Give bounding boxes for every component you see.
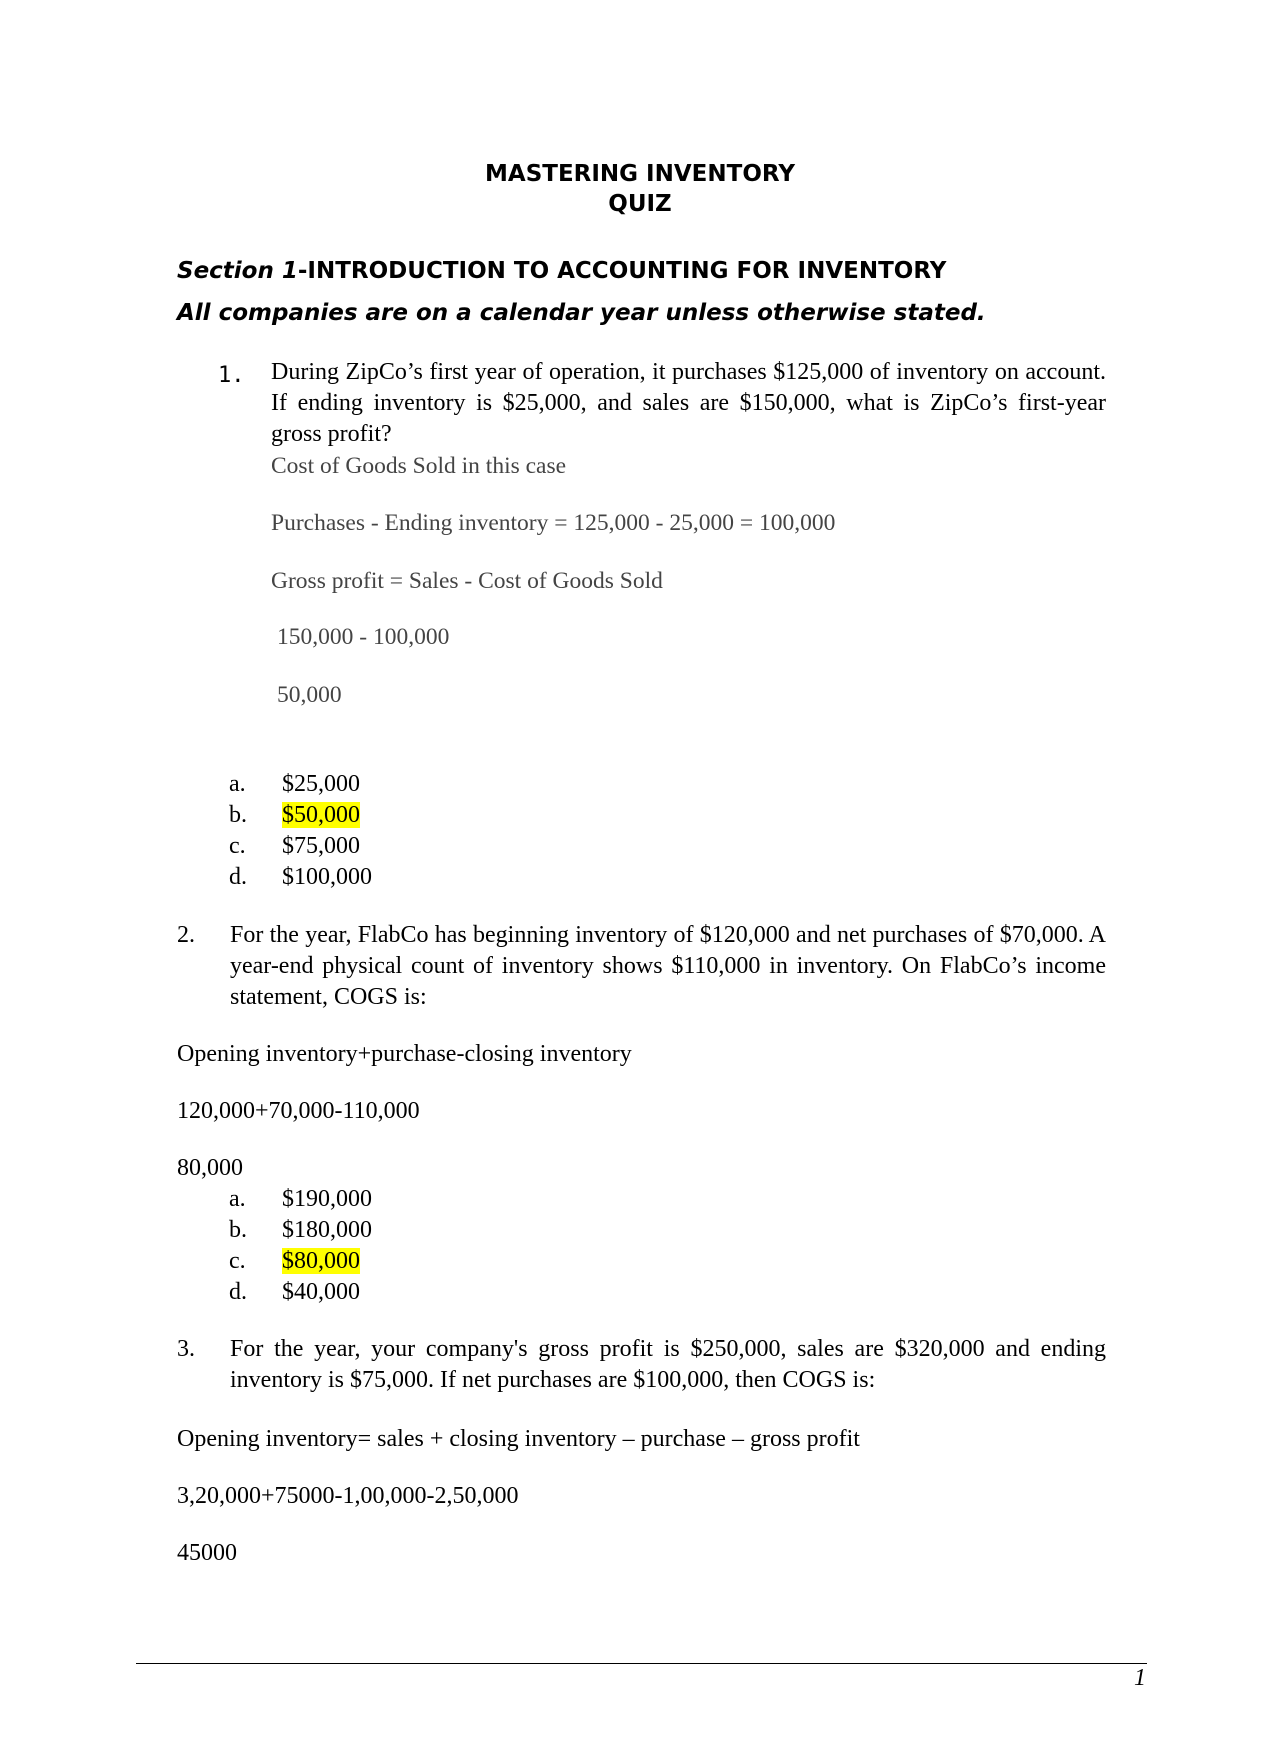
- q3-text: For the year, your company's gross profit is $250,000, sales are $320,000 and ending inventory is $75,000. If net purchases are $100,000, then COGS is:: [230, 1336, 1106, 1393]
- doc-title-line1: MASTERING INVENTORY: [485, 161, 795, 187]
- q2-number: 2.: [177, 922, 195, 948]
- q1-work-line: 150,000 - 100,000: [277, 624, 450, 650]
- q1-work-line: Purchases - Ending inventory = 125,000 - 25,000 = 100,000: [271, 510, 836, 536]
- q2-work-line: 120,000+70,000-110,000: [177, 1098, 420, 1124]
- section-note: All companies are on a calendar year unless otherwise stated.: [177, 300, 986, 326]
- q1-work-line: Cost of Goods Sold in this case: [271, 453, 567, 479]
- q2-option-value: $180,000: [282, 1217, 372, 1243]
- section-heading: [177, 256, 946, 286]
- q2-option-value: $40,000: [282, 1279, 360, 1305]
- q3-number: 3.: [177, 1336, 195, 1362]
- q2-option-value-highlighted: $80,000: [282, 1248, 360, 1274]
- q2-option-value: $190,000: [282, 1186, 372, 1212]
- q1-option-letter: b.: [229, 802, 247, 828]
- q2-option-letter: a.: [229, 1186, 246, 1212]
- q2-option-letter: c.: [229, 1248, 246, 1274]
- q1-option-value: $25,000: [282, 771, 360, 797]
- q3-work-line: Opening inventory= sales + closing inventory – purchase – gross profit: [177, 1426, 860, 1452]
- q1-option-value: $75,000: [282, 833, 360, 859]
- q2-text: For the year, FlabCo has beginning inventory of $120,000 and net purchases of $70,000. A year-end physical count of inventory shows $110,000 in inventory. On FlabCo’s income statement, COGS is:: [230, 922, 1106, 1010]
- q1-option-value: $100,000: [282, 864, 372, 890]
- q2-option-letter: d.: [229, 1279, 247, 1305]
- doc-title-line2: QUIZ: [608, 191, 672, 217]
- q1-option-letter: a.: [229, 771, 246, 797]
- footer-divider: [136, 1663, 1147, 1664]
- page-number: 1: [1134, 1665, 1146, 1691]
- q1-work-line: Gross profit = Sales - Cost of Goods Sold: [271, 568, 663, 594]
- q1-option-letter: c.: [229, 833, 246, 859]
- q2-option-letter: b.: [229, 1217, 247, 1243]
- q1-number: 1.: [218, 363, 245, 388]
- q3-work-line: 45000: [177, 1540, 237, 1566]
- q1-work-line: 50,000: [277, 682, 342, 708]
- q3-work-line: 3,20,000+75000-1,00,000-2,50,000: [177, 1483, 519, 1509]
- q1-option-value-highlighted: $50,000: [282, 802, 360, 828]
- q2-work-line: Opening inventory+purchase-closing inventory: [177, 1041, 632, 1067]
- q1-text: During ZipCo’s first year of operation, it purchases $125,000 of inventory on account. If ending inventory is $25,000, and sales are $150,000, what is ZipCo’s first-year gross profit?: [271, 359, 1106, 447]
- section-label: Section 1: [177, 258, 298, 284]
- q2-work-line: 80,000: [177, 1155, 243, 1181]
- section-title: -INTRODUCTION TO ACCOUNTING FOR INVENTORY: [297, 258, 947, 284]
- q1-option-letter: d.: [229, 864, 247, 890]
